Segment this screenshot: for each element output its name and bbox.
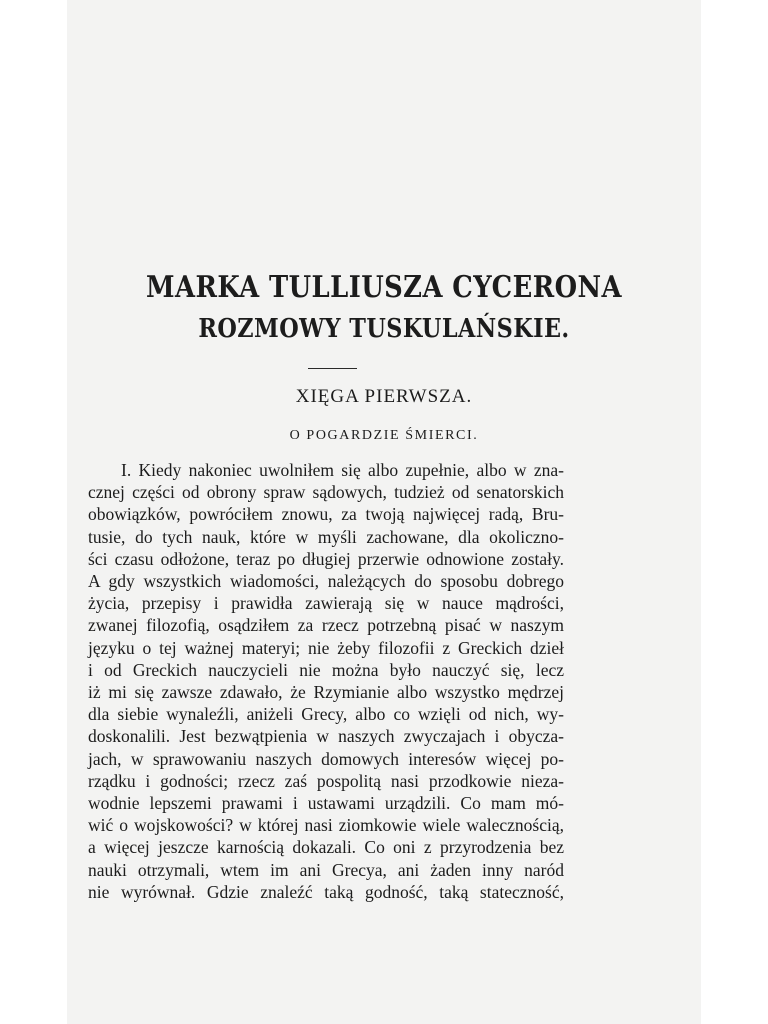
subject-heading: O POGARDZIE ŚMIERCI.: [289, 428, 479, 443]
text-line: dla siebie wynaleźli, aniżeli Grecy, albo co wzięli od nich, wy-: [88, 704, 564, 725]
text-line: nauki otrzymali, wtem im ani Grecya, ani żaden inny naród: [88, 859, 564, 880]
title-divider: [308, 368, 357, 369]
text-line: wodnie lepszemi prawami i ustawami urządzili. Co mam mó-: [88, 793, 564, 814]
text-line: obowiązków, powróciłem znowu, za twoją najwięcej radą, Bru-: [88, 504, 564, 525]
text-line: jach, w sprawowaniu naszych domowych interesów więcej po-: [88, 748, 564, 769]
text-line: a więcej jeszcze karnością dokazali. Co oni z przyrodzenia bez: [88, 837, 564, 858]
text-line: wić o wojskowości? w której nasi ziomkowie wiele walecznością,: [88, 815, 564, 836]
text-line: rządku i godności; rzecz zaś pospolitą nasi przodkowie nieza-: [88, 770, 564, 791]
text-line: nie wyrównał. Gdzie znaleźć taką godność, taką stateczność,: [88, 881, 564, 902]
body-paragraph: [88, 459, 564, 903]
text-line: zwanej filozofią, osądziłem za rzecz potrzebną pisać w naszym: [88, 615, 564, 636]
text-line: doskonalili. Jest bezwątpienia w naszych zwyczajach i obycza-: [88, 726, 564, 747]
text-line: cznej części od obrony spraw sądowych, tudzież od senatorskich: [88, 482, 564, 503]
text-line: I. Kiedy nakoniec uwolniłem się albo zupełnie, albo w zna-: [121, 460, 564, 480]
text-line: życia, przepisy i prawidła zawierają się w nauce mądrości,: [88, 593, 564, 614]
book-heading: XIĘGA PIERWSZA.: [295, 386, 473, 407]
title-author: MARKA TULLIUSZA CYCERONA: [146, 270, 622, 305]
text-line: tusie, do tych nauk, które w myśli zachowane, dla okoliczno-: [88, 526, 564, 547]
book-page: [67, 0, 701, 1024]
text-line: języku o tej ważnej materyi; nie żeby filozofii z Greckich dzieł: [88, 637, 564, 658]
title-work: ROZMOWY TUSKULAŃSKIE.: [198, 314, 570, 344]
text-line: i od Greckich nauczycieli nie można było nauczyć się, lecz: [88, 659, 564, 680]
text-line: ści czasu odłożone, teraz po długiej przerwie odnowione zostały.: [88, 548, 564, 569]
text-line: iż mi się zawsze zdawało, że Rzymianie albo wszystko mędrzej: [88, 682, 564, 703]
text-line: A gdy wszystkich wiadomości, należących do sposobu dobrego: [88, 571, 564, 592]
